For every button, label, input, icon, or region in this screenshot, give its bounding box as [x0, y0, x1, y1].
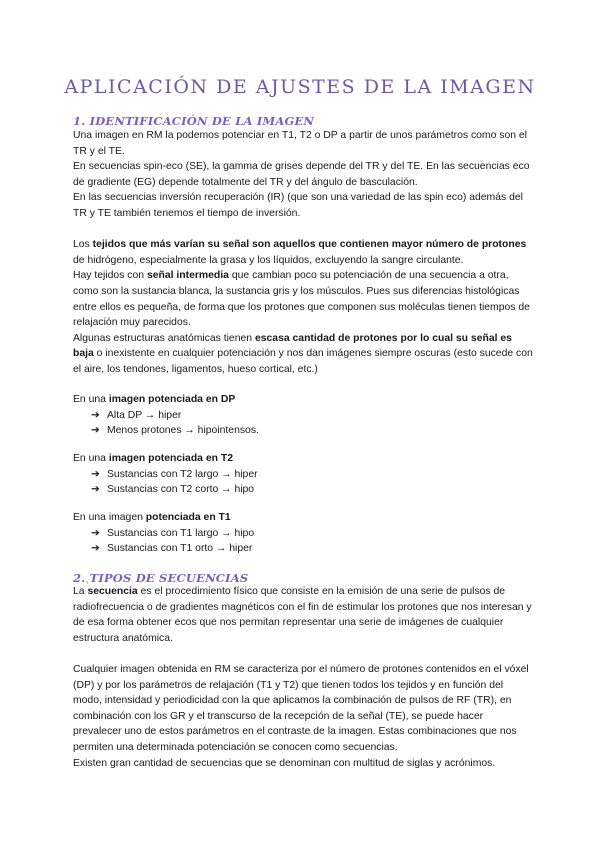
paragraph: Algunas estructuras anatómicas tienen escasa cantidad de protones por lo cual su señal es baja o inexistente en cualquier potenciación y nos dan imágenes siempre oscuras (esto sucede con el aire, los tendones, ligamentos, hueso cortical, etc.)	[73, 332, 533, 375]
arrow-right-icon: ➔	[91, 484, 100, 496]
paragraph: En secuencias spin-eco (SE), la gamma de grises depende del TR y del TE. En las secuencias eco de gradiente (EG) depende totalmente del TR y del ángulo de basculación.	[73, 161, 530, 188]
arrow-right-icon: ➔	[91, 543, 100, 555]
list-item: ➔ Alta DP → hiper	[91, 408, 533, 424]
section-2-heading: 2. TIPOS DE SECUENCIAS	[73, 571, 249, 585]
arrow-right-icon: ➔	[91, 468, 100, 480]
list-item: ➔ Sustancias con T2 largo → hiper	[91, 467, 533, 483]
paragraph: Los tejidos que más varían su señal son aquellos que contienen mayor número de protones de hidrógeno, especialmente la grasa y los líquidos, excluyendo la sangre circulante.	[73, 239, 527, 266]
list-item: ➔ Sustancias con T1 orto → hiper	[91, 541, 533, 557]
list-item: ➔ Menos protones → hipointensos.	[91, 423, 533, 439]
arrow-right-icon: ➔	[91, 409, 100, 421]
list-item: ➔ Sustancias con T1 largo → hipo	[91, 526, 533, 542]
paragraph: Hay tejidos con señal intermedia que cambian poco su potenciación de una secuencia a otra, como son la sustancia blanca, la sustancia gris y los músculos. Pues sus diferencias histológicas entre ellos es pequeña, de forma que los protones que componen sus moléculas tienen tiempos de relajación muy parecidos.	[73, 270, 530, 329]
paragraph: Una imagen en RM la podemos potenciar en T1, T2 o DP a partir de unos parámetros como son el TR y el TE.	[73, 130, 527, 157]
page-title: APLICACIÓN DE AJUSTES DE LA IMAGEN	[64, 76, 536, 98]
list-heading: En una imagen potenciada en DP	[73, 394, 236, 405]
section-2-body	[73, 584, 533, 771]
t2-list-block	[73, 451, 533, 498]
list-heading: En una imagen potenciada en T2	[73, 453, 233, 464]
arrow-right-icon: ➔	[91, 425, 100, 437]
paragraph: Existen gran cantidad de secuencias que se denominan con multitud de siglas y acrónimos.	[73, 757, 496, 769]
t1-list-block	[73, 510, 533, 557]
arrow-right-icon: ➔	[91, 527, 100, 539]
paragraph: Cualquier imagen obtenida en RM se caracteriza por el número de protones contenidos en el vóxel (DP) y por los parámetros de relajación (T1 y T2) que tienen todos los tejidos y en función del modo, intensidad y periodicidad con la que aplicamos la combinación de pulsos de RF (TR), en combinación con los GR y el transcurso de la recepción de la señal (TE), se puede hacer prevalecer uno de estos parámetros en el contraste de la imagen. Estas combinaciones que nos permiten una determinada potenciación se conocen como secuencias.	[73, 663, 529, 753]
list-heading: En una imagen potenciada en T1	[73, 512, 231, 523]
list-item: ➔ Sustancias con T2 corto → hipo	[91, 482, 533, 498]
section-1-body	[73, 128, 533, 378]
paragraph: En las secuencias inversión recuperación (IR) (que son una variedad de las spin eco) además del TR y TE también tenemos el tiempo de inversión.	[73, 192, 523, 219]
paragraph: La secuencia es el procedimiento físico que consiste en la emisión de una serie de pulsos de radiofrecuencia o de gradientes magnéticos con el fin de estimular los protones que nos interesan y de esa forma obtener ecos que nos permitan representar una serie de imágenes de cualquier estructura anatómica.	[73, 586, 532, 644]
dp-list-block	[73, 392, 533, 439]
section-1-heading: 1. IDENTIFICACIÓN DE LA IMAGEN	[73, 114, 315, 128]
